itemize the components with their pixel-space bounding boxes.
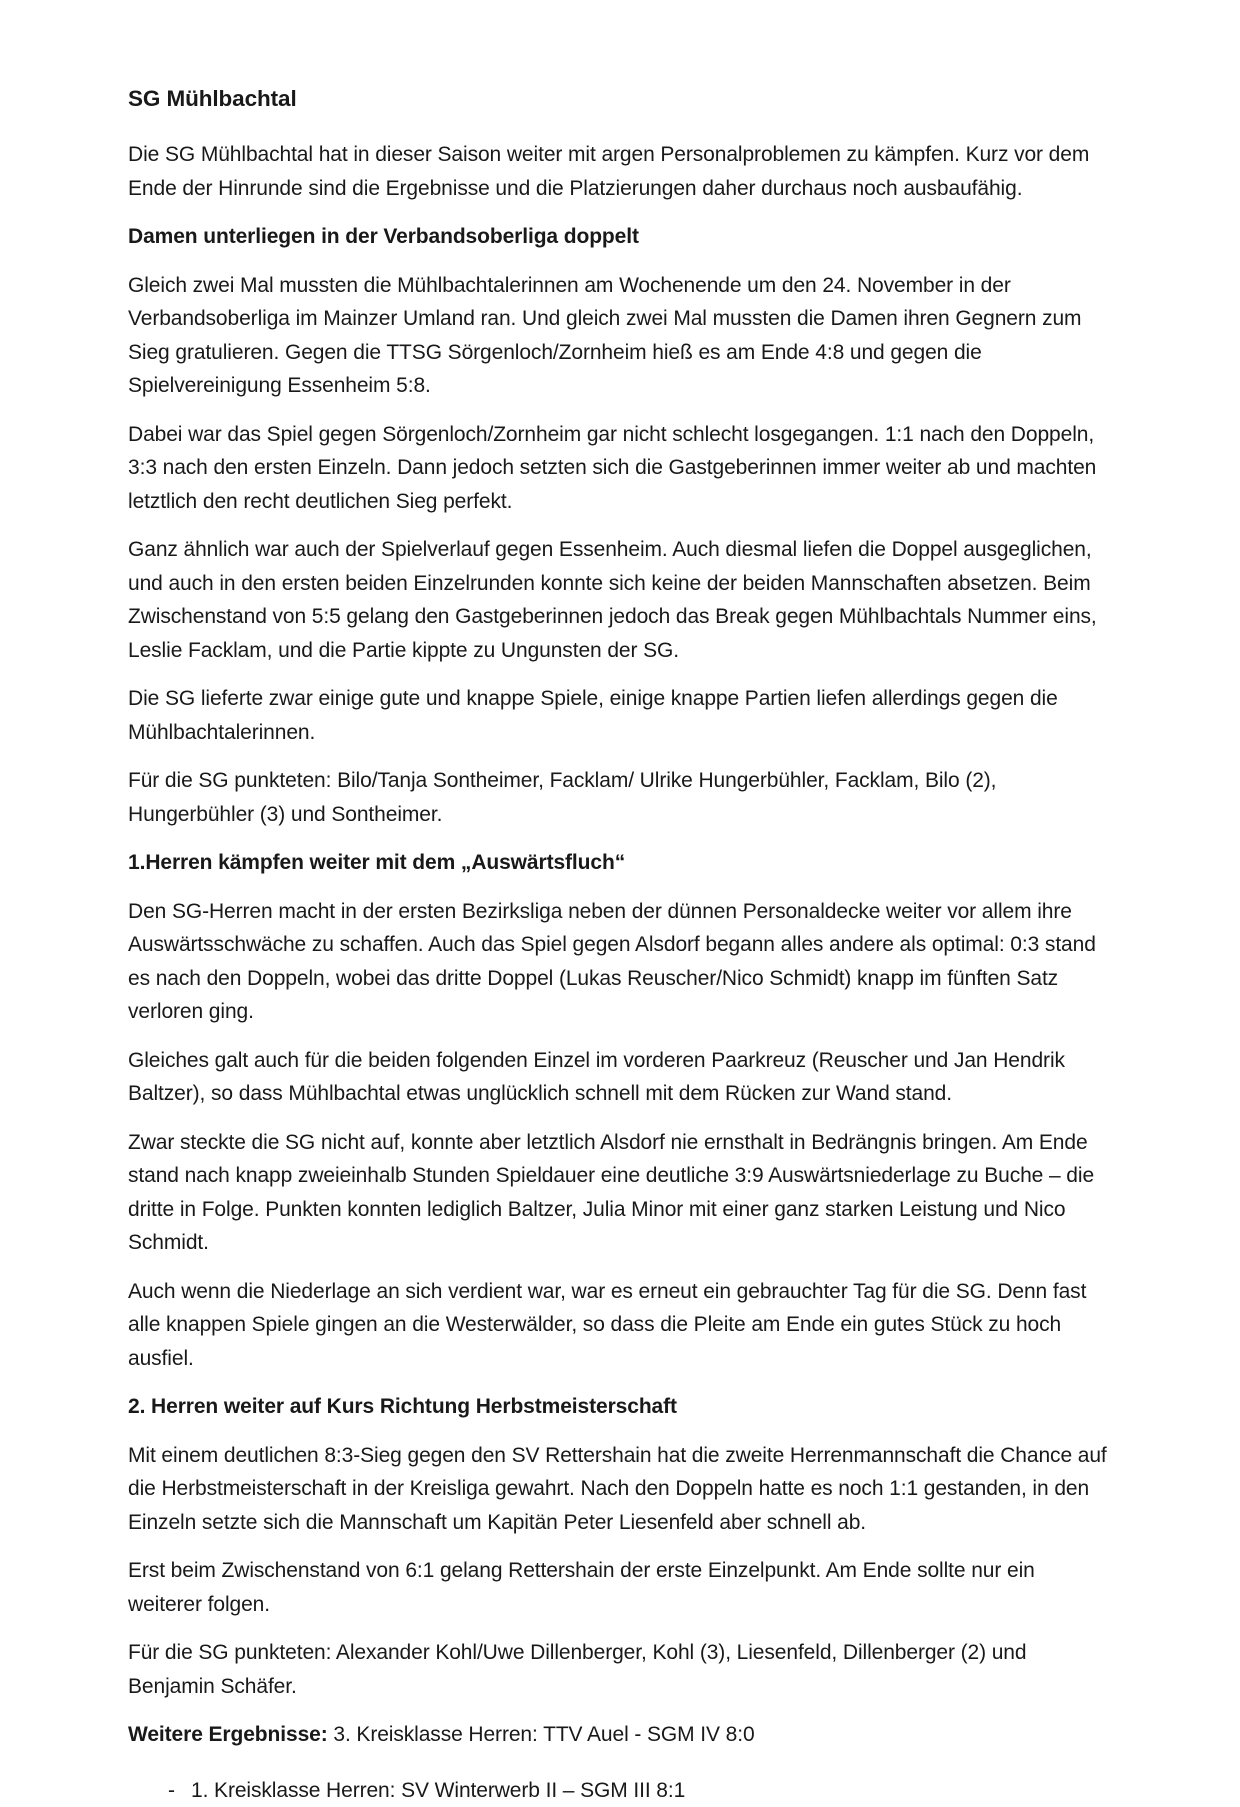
weitere-ergebnisse-label: Weitere Ergebnisse: <box>128 1723 328 1746</box>
paragraph-damen-4: Die SG lieferte zwar einige gute und knappe Spiele, einige knappe Partien liefen allerdings gegen die Mühlbachtalerinnen. <box>128 682 1114 749</box>
paragraph-damen-3: Ganz ähnlich war auch der Spielverlauf gegen Essenheim. Auch diesmal liefen die Doppel ausgeglichen, und auch in den ersten beiden Einzelrunden konnte sich keine der beiden Mannschaften absetzen. Beim Zwischenstand von 5:5 gelang den Gastgeberinnen jedoch das Break gegen Mühlbachtals Nummer eins, Leslie Facklam, und die Partie kippte zu Ungunsten der SG. <box>128 533 1114 667</box>
paragraph-herren1-3: Zwar steckte die SG nicht auf, konnte aber letztlich Alsdorf nie ernsthalt in Bedrängnis bringen. Am Ende stand nach knapp zweieinhalb Stunden Spieldauer eine deutliche 3:9 Auswärtsniederlage zu Buche – die dritte in Folge. Punkten konnten lediglich Baltzer, Julia Minor mit einer ganz starken Leistung und Nico Schmidt. <box>128 1126 1114 1260</box>
paragraph-damen-scorers: Für die SG punkteten: Bilo/Tanja Sontheimer, Facklam/ Ulrike Hungerbühler, Facklam, Bilo (2), Hungerbühler (3) und Sontheimer. <box>128 764 1114 831</box>
section-heading-damen: Damen unterliegen in der Verbandsoberliga doppelt <box>128 220 1114 254</box>
section-heading-herren1: 1.Herren kämpfen weiter mit dem „Auswärtsfluch“ <box>128 846 1114 880</box>
document-content <box>128 84 1114 1807</box>
paragraph-herren1-4: Auch wenn die Niederlage an sich verdient war, war es erneut ein gebrauchter Tag für die SG. Denn fast alle knappen Spiele gingen an die Westerwälder, so dass die Pleite am Ende ein gutes Stück zu hoch ausfiel. <box>128 1275 1114 1376</box>
paragraph-damen-1: Gleich zwei Mal mussten die Mühlbachtalerinnen am Wochenende um den 24. November in der Verbandsoberliga im Mainzer Umland ran. Und gleich zwei Mal mussten die Damen ihren Gegnern zum Sieg gratulieren. Gegen die TTSG Sörgenloch/Zornheim hieß es am Ende 4:8 und gegen die Spielvereinigung Essenheim 5:8. <box>128 269 1114 403</box>
paragraph-herren2-scorers: Für die SG punkteten: Alexander Kohl/Uwe Dillenberger, Kohl (3), Liesenfeld, Dillenberger (2) und Benjamin Schäfer. <box>128 1636 1114 1703</box>
list-dash-bullet: - <box>168 1774 191 1807</box>
section-heading-herren2: 2. Herren weiter auf Kurs Richtung Herbstmeisterschaft <box>128 1390 1114 1424</box>
list-item <box>168 1774 1114 1807</box>
paragraph-weitere-ergebnisse <box>128 1718 1114 1752</box>
paragraph-herren2-1: Mit einem deutlichen 8:3-Sieg gegen den SV Rettershain hat die zweite Herrenmannschaft die Chance auf die Herbstmeisterschaft in der Kreisliga gewahrt. Nach den Doppeln hatte es noch 1:1 gestanden, in den Einzeln setzte sich die Mannschaft um Kapitän Peter Liesenfeld aber schnell ab. <box>128 1439 1114 1540</box>
paragraph-damen-2: Dabei war das Spiel gegen Sörgenloch/Zornheim gar nicht schlecht losgegangen. 1:1 nach den Doppeln, 3:3 nach den ersten Einzeln. Dann jedoch setzten sich die Gastgeberinnen immer weiter ab und machten letztlich den recht deutlichen Sieg perfekt. <box>128 418 1114 519</box>
page-title: SG Mühlbachtal <box>128 84 1114 114</box>
paragraph-herren2-2: Erst beim Zwischenstand von 6:1 gelang Rettershain der erste Einzelpunkt. Am Ende sollte nur ein weiterer folgen. <box>128 1554 1114 1621</box>
paragraph-herren1-2: Gleiches galt auch für die beiden folgenden Einzel im vorderen Paarkreuz (Reuscher und Jan Hendrik Baltzer), so dass Mühlbachtal etwas unglücklich schnell mit dem Rücken zur Wand stand. <box>128 1044 1114 1111</box>
paragraph-herren1-1: Den SG-Herren macht in der ersten Bezirksliga neben der dünnen Personaldecke weiter vor allem ihre Auswärtsschwäche zu schaffen. Auch das Spiel gegen Alsdorf begann alles andere als optimal: 0:3 stand es nach den Doppeln, wobei das dritte Doppel (Lukas Reuscher/Nico Schmidt) knapp im fünften Satz verloren ging. <box>128 895 1114 1029</box>
weitere-ergebnisse-text: 3. Kreisklasse Herren: TTV Auel - SGM IV 8:0 <box>328 1723 755 1746</box>
intro-paragraph: Die SG Mühlbachtal hat in dieser Saison weiter mit argen Personalproblemen zu kämpfen. Kurz vor dem Ende der Hinrunde sind die Ergebnisse und die Platzierungen daher durchaus noch ausbaufähig. <box>128 138 1114 205</box>
list-item-text: 1. Kreisklasse Herren: SV Winterwerb II – SGM III 8:1 <box>191 1774 685 1807</box>
